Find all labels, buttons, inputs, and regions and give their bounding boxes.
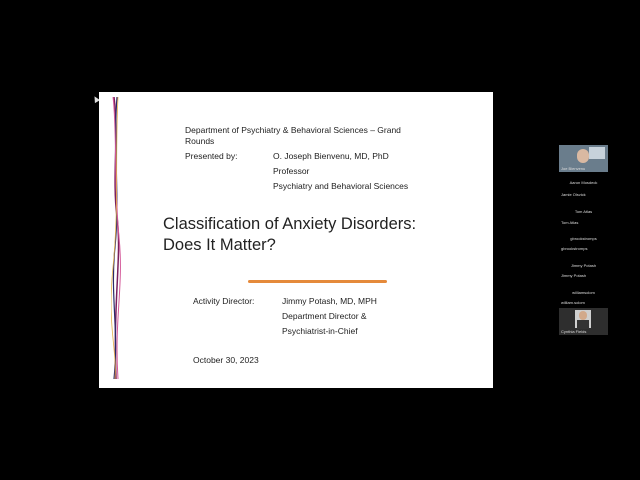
slide-title-line2: Does It Matter?: [163, 236, 276, 254]
department-text-cont: Rounds: [185, 136, 215, 146]
slide-title: [163, 214, 416, 256]
participants-panel[interactable]: [559, 145, 608, 335]
participant-tile[interactable]: [559, 236, 608, 242]
presenter-department: Psychiatry and Behavioral Sciences: [273, 181, 409, 191]
participant-name: Jimmy Potash: [561, 273, 587, 278]
background-shelf: [589, 147, 605, 159]
participant-name: william.solom: [561, 300, 585, 305]
presentation-slide: [99, 92, 493, 388]
participant-name: Joe Bienvenu: [561, 166, 586, 171]
participant-tile[interactable]: [559, 300, 608, 306]
presented-by-label: Presented by:: [185, 151, 238, 161]
participant-name-center: gbrookstromps: [570, 236, 597, 241]
participant-name: Tom Atlas: [561, 220, 579, 225]
participant-name: gbrookstromps: [561, 246, 588, 251]
department-text: Department of Psychiatry & Behavioral Sciences – Grand: [185, 125, 401, 135]
participant-name-center: Jimmy Potash: [570, 263, 597, 268]
activity-director-role2: Psychiatrist-in-Chief: [282, 326, 358, 336]
participant-tile[interactable]: [559, 273, 608, 279]
participant-tile-video[interactable]: [559, 308, 608, 335]
slide-date: October 30, 2023: [193, 355, 259, 365]
participant-tile-video[interactable]: [559, 145, 608, 172]
participant-name-center: Aaron Mosdeck: [569, 180, 598, 185]
participant-name: Cynthia Fields: [561, 329, 587, 334]
participant-tile[interactable]: [559, 290, 608, 296]
presenter-title: Professor: [273, 166, 310, 176]
participant-tile[interactable]: [559, 192, 608, 198]
activity-director-name: Jimmy Potash, MD, MPH: [282, 296, 377, 306]
accent-divider: [248, 280, 387, 283]
slide-title-line1: Classification of Anxiety Disorders:: [163, 215, 417, 233]
participant-name-center: Tom Atlas: [574, 209, 593, 214]
participant-name-center: williamsolom: [572, 290, 595, 295]
activity-director-label: Activity Director:: [193, 296, 255, 306]
avatar: [577, 149, 589, 163]
participant-tile[interactable]: [559, 220, 608, 226]
participant-tile[interactable]: [559, 246, 608, 252]
avatar-shirt: [577, 320, 589, 329]
activity-director-role1: Department Director &: [282, 311, 367, 321]
participant-name: Jamie Olsvick: [561, 192, 586, 197]
participant-tile[interactable]: [559, 180, 608, 186]
decorative-stripe-icon: [111, 97, 121, 379]
avatar: [579, 311, 587, 320]
participant-tile[interactable]: [559, 263, 608, 269]
presenter-name: O. Joseph Bienvenu, MD, PhD: [273, 151, 389, 161]
participant-tile[interactable]: [559, 209, 608, 215]
